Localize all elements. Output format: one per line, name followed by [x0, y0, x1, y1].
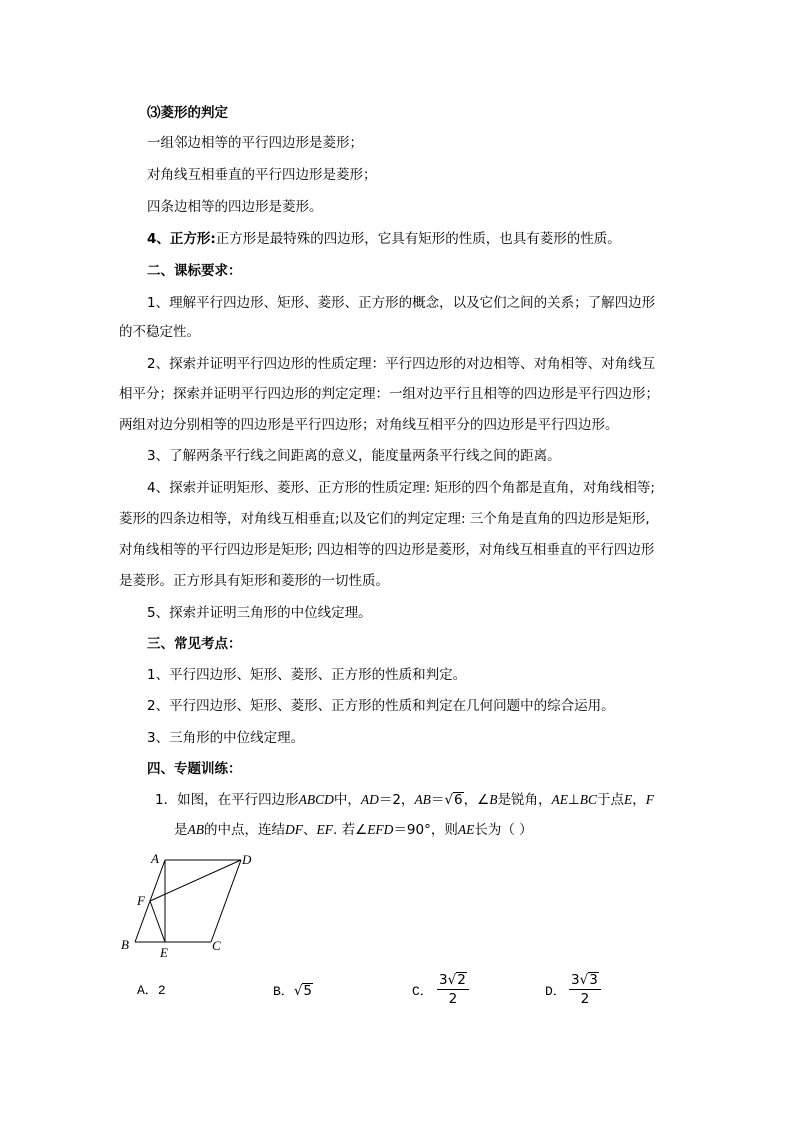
q1-text: ＝ [430, 792, 445, 808]
option-c-radicand: 2 [457, 972, 466, 988]
option-d-numerator: 3√3 [569, 972, 601, 990]
criteria-line-3: 四条边相等的四边形是菱形。 [147, 199, 323, 215]
label-f: F [137, 893, 145, 908]
q1-var: EF [316, 822, 333, 837]
q1-text: 的中点，连结 [204, 822, 285, 838]
question-1-line-2 [174, 821, 533, 839]
req-line-3: 2、探索并证明平行四边形的性质定理：平行四边形的对边相等、对角相等、对角线互 [147, 356, 656, 372]
segment-fe [150, 901, 165, 942]
square-lead: 4、正方形: [147, 231, 216, 247]
req-line-2: 的不稳定性。 [119, 324, 200, 340]
q1-var: AD [360, 792, 379, 807]
label-e: E [160, 945, 168, 960]
point-line-3: 3、三角形的中位线定理。 [147, 730, 305, 746]
q1-text: 中， [333, 792, 361, 808]
option-b[interactable] [273, 982, 313, 1001]
points-heading: 三、常见考点： [147, 636, 242, 652]
req-line-9: 对角线相等的平行四边形是矩形; 四边相等的四边形是菱形，对角线互相垂直的平行四边形 [119, 542, 655, 558]
q1-text: 是 [174, 822, 188, 838]
segment-fd [150, 860, 241, 901]
criteria-line-1: 一组邻边相等的平行四边形是菱形； [147, 135, 363, 151]
label-d: D [242, 852, 252, 867]
requirements-heading: 二、课标要求： [147, 263, 242, 279]
training-heading: 四、专题训练： [147, 761, 242, 777]
parallelogram-figure [115, 850, 265, 960]
req-line-1: 1、理解平行四边形、矩形、菱形、正方形的概念，以及它们之间的关系；了解四边形 [147, 295, 656, 311]
q1-var: E [624, 792, 633, 807]
q1-var: ABCD [298, 792, 334, 807]
q1-text: ， [632, 792, 646, 808]
question-number: 1． [155, 792, 178, 808]
q1-text: . 若∠ [333, 822, 368, 838]
q1-var: B [489, 792, 498, 807]
option-c[interactable] [412, 982, 433, 1001]
option-c-denominator: 2 [448, 991, 458, 1007]
label-b: B [121, 937, 129, 952]
q1-var: AE [551, 792, 568, 807]
option-b-sqrt: √5 [293, 983, 313, 999]
point-line-2: 2、平行四边形、矩形、菱形、正方形的性质和判定在几何问题中的综合运用。 [147, 698, 615, 714]
option-c-numerator: 3√2 [437, 972, 469, 990]
option-d-coef: 3 [571, 972, 580, 988]
q1-var: DF [285, 822, 303, 837]
req-line-11: 5、探索并证明三角形的中位线定理。 [147, 605, 372, 621]
q1-text: ，∠ [463, 792, 490, 808]
option-c-fraction [437, 972, 469, 1007]
req-line-6: 3、了解两条平行线之间距离的意义，能度量两条平行线之间的距离。 [147, 448, 561, 464]
q1-text: ＝2， [378, 792, 415, 808]
option-c-label: C． [412, 984, 433, 999]
req-line-4: 相平分；探索并证明平行四边形的判定定理：一组对边平行且相等的四边形是平行四边形； [119, 386, 659, 402]
square-text: 正方形是最特殊的四边形，它具有矩形的性质，也具有菱形的性质。 [215, 231, 621, 247]
q1-var: AE [457, 822, 475, 837]
rhombus-criteria-title: ⑶菱形的判定 [147, 105, 228, 121]
q1-text: 、 [303, 822, 317, 838]
label-c: C [212, 938, 221, 953]
point-line-1: 1、平行四边形、矩形、菱形、正方形的性质和判定。 [147, 667, 467, 683]
radicand: 6 [454, 792, 463, 808]
q1-var: AB [187, 822, 204, 837]
q1-text: 如图，在平行四边形 [177, 792, 299, 808]
req-line-10: 是菱形。正方形具有矩形和菱形的一切性质。 [119, 573, 389, 589]
option-c-coef: 3 [439, 972, 448, 988]
q1-text: 长为（ ） [474, 822, 533, 838]
option-a-label: A． [137, 983, 158, 998]
option-b-label: B． [273, 984, 294, 999]
option-d-label: D． [545, 984, 566, 999]
option-d-radicand: 3 [589, 972, 598, 988]
label-a: A [151, 851, 159, 866]
q1-var: F [645, 792, 655, 807]
sqrt-six: √6 [444, 792, 463, 808]
q1-var: EFD [367, 822, 394, 837]
q1-var: BC [579, 792, 598, 807]
req-line-7: 4、探索并证明矩形、菱形、正方形的性质定理: 矩形的四个角都是直角，对角线相等; [147, 480, 655, 496]
q1-text: ⊥ [568, 792, 580, 808]
option-b-radicand: 5 [303, 983, 313, 999]
q1-text: ＝90°，则 [393, 822, 458, 838]
option-d-fraction [569, 972, 601, 1007]
option-a[interactable] [137, 982, 166, 1000]
option-d-denominator: 2 [580, 991, 590, 1007]
q1-text: 是锐角， [497, 792, 552, 808]
option-a-value: 2 [157, 983, 166, 998]
square-paragraph [147, 230, 621, 248]
q1-text: 于点 [597, 792, 625, 808]
q1-var: AB [414, 792, 431, 807]
question-1-line-1 [155, 791, 654, 809]
req-line-5: 两组对边分别相等的四边形是平行四边形；对角线互相平分的四边形是平行四边形。 [119, 417, 619, 433]
side-dc [211, 860, 241, 942]
req-line-8: 菱形的四条边相等，对角线互相垂直;以及它们的判定定理: 三个角是直角的四边形是矩形, [119, 511, 650, 527]
option-d[interactable] [545, 982, 566, 1001]
criteria-line-2: 对角线互相垂直的平行四边形是菱形； [147, 167, 377, 183]
